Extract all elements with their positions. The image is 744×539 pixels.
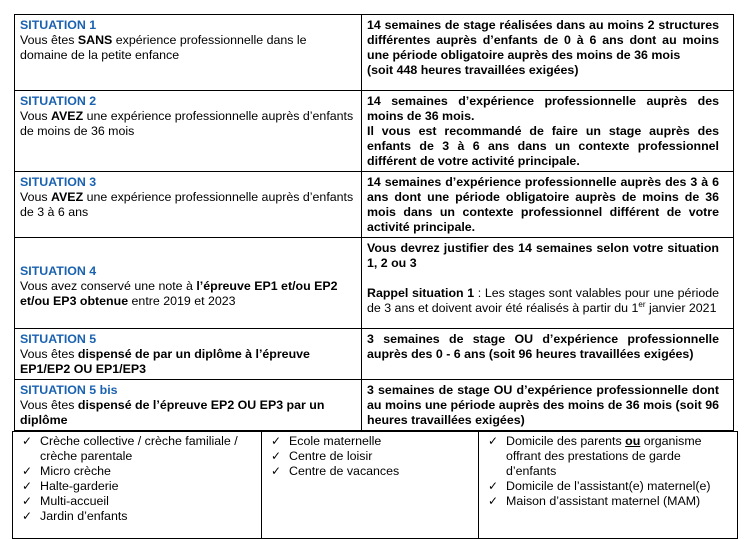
situation-row-5 bbox=[15, 329, 734, 380]
check-icon: ✓ bbox=[271, 464, 282, 478]
structures-col-3 bbox=[479, 432, 738, 539]
check-icon: ✓ bbox=[22, 509, 33, 523]
list-item: ✓ Domicile de l’assistant(e) maternel(e) bbox=[488, 479, 711, 493]
structures-list-2 bbox=[265, 434, 475, 479]
check-icon: ✓ bbox=[22, 434, 33, 448]
structures-list-3 bbox=[482, 434, 734, 509]
structures-table bbox=[12, 431, 738, 539]
situation-2-requirement: 14 semaines d’expérience professionnelle auprès des moins de 36 mois. Il vous est recommandé de faire un stage auprès des enfants de 3 à 6 ans dans un contexte professionnel différent de votre activité principale. bbox=[362, 91, 734, 172]
list-item: ✓ Centre de loisir bbox=[271, 449, 373, 463]
situation-4-requirement: Vous devrez justifier des 14 semaines selon votre situation 1, 2 ou 3 Rappel situation 1 : Les stages sont valables pour une période de 3 ans et doivent avoir été réalisés à partir du 1er janvier 2021 bbox=[362, 238, 734, 329]
situation-4-condition: SITUATION 4 Vous avez conservé une note à l’épreuve EP1 et/ou EP2 et/ou EP3 obtenue entre 2019 et 2023 bbox=[15, 238, 362, 329]
rappel-note: Rappel situation 1 : Les stages sont valables pour une période de 3 ans et doivent avoir été réalisés à partir du 1er janvier 2021 bbox=[367, 286, 719, 315]
check-icon: ✓ bbox=[271, 434, 282, 448]
situation-2-title: SITUATION 2 bbox=[20, 94, 97, 108]
situation-4-title: SITUATION 4 bbox=[20, 264, 97, 278]
situation-1-title: SITUATION 1 bbox=[20, 18, 97, 32]
situation-2-condition: SITUATION 2 Vous AVEZ une expérience professionnelle auprès d’enfants de moins de 36 mois bbox=[15, 91, 362, 172]
list-item: ✓ Halte-garderie bbox=[22, 479, 119, 493]
situation-row-4 bbox=[15, 238, 734, 329]
check-icon: ✓ bbox=[488, 434, 499, 448]
list-item: ✓ Micro crèche bbox=[22, 464, 111, 478]
situation-3-requirement: 14 semaines d’expérience professionnelle auprès des 3 à 6 ans dont une période obligatoire auprès de moins de 36 mois dans un contexte professionnel différent de votre activité principale. bbox=[362, 172, 734, 238]
situation-5-title: SITUATION 5 bbox=[20, 332, 97, 346]
check-icon: ✓ bbox=[271, 449, 282, 463]
list-item: ✓ Centre de vacances bbox=[271, 464, 400, 478]
structures-list-1 bbox=[16, 434, 258, 524]
list-item: ✓ Maison d’assistant maternel (MAM) bbox=[488, 494, 701, 508]
situation-3-condition: SITUATION 3 Vous AVEZ une expérience professionnelle auprès d’enfants de 3 à 6 ans bbox=[15, 172, 362, 238]
check-icon: ✓ bbox=[488, 494, 499, 508]
situation-5-condition: SITUATION 5 Vous êtes dispensé de par un diplôme à l’épreuve EP1/EP2 OU EP1/EP3 bbox=[15, 329, 362, 380]
structures-col-1 bbox=[13, 432, 262, 539]
list-item: ✓ Crèche collective / crèche familiale / crèche parentale bbox=[22, 434, 238, 463]
check-icon: ✓ bbox=[22, 464, 33, 478]
structures-col-2 bbox=[262, 432, 479, 539]
situation-5bis-requirement: 3 semaines de stage OU d’expérience professionnelle dont au moins une période auprès des moins de 36 mois (soit 96 heures travaillées exigées) bbox=[362, 380, 734, 431]
situation-1-requirement: 14 semaines de stage réalisées dans au moins 2 structures différentes auprès d’enfants de 0 à 6 ans dont au moins une période obligatoire auprès des moins de 36 mois (soit 448 heures travaillées exigées) bbox=[362, 15, 734, 91]
situation-5bis-title: SITUATION 5 bis bbox=[20, 383, 118, 397]
situation-row-1 bbox=[15, 15, 734, 91]
check-icon: ✓ bbox=[22, 479, 33, 493]
situations-table bbox=[14, 14, 734, 431]
situation-row-2 bbox=[15, 91, 734, 172]
situation-row-5bis bbox=[15, 380, 734, 431]
situation-5bis-condition: SITUATION 5 bis Vous êtes dispensé de l’épreuve EP2 OU EP3 par un diplôme bbox=[15, 380, 362, 431]
list-item: ✓ Domicile des parents ou organisme offrant des prestations de garde d’enfants bbox=[488, 434, 702, 478]
list-item: ✓ Multi-accueil bbox=[22, 494, 109, 508]
document-page bbox=[14, 14, 732, 539]
situation-5-requirement: 3 semaines de stage OU d’expérience professionnelle auprès des 0 - 6 ans (soit 96 heures travaillées exigées) bbox=[362, 329, 734, 380]
situation-row-3 bbox=[15, 172, 734, 238]
check-icon: ✓ bbox=[488, 479, 499, 493]
situation-1-condition: SITUATION 1 Vous êtes SANS expérience professionnelle dans le domaine de la petite enfance bbox=[15, 15, 362, 91]
situation-3-title: SITUATION 3 bbox=[20, 175, 97, 189]
check-icon: ✓ bbox=[22, 494, 33, 508]
list-item: ✓ Jardin d’enfants bbox=[22, 509, 128, 523]
list-item: ✓ Ecole maternelle bbox=[271, 434, 382, 448]
